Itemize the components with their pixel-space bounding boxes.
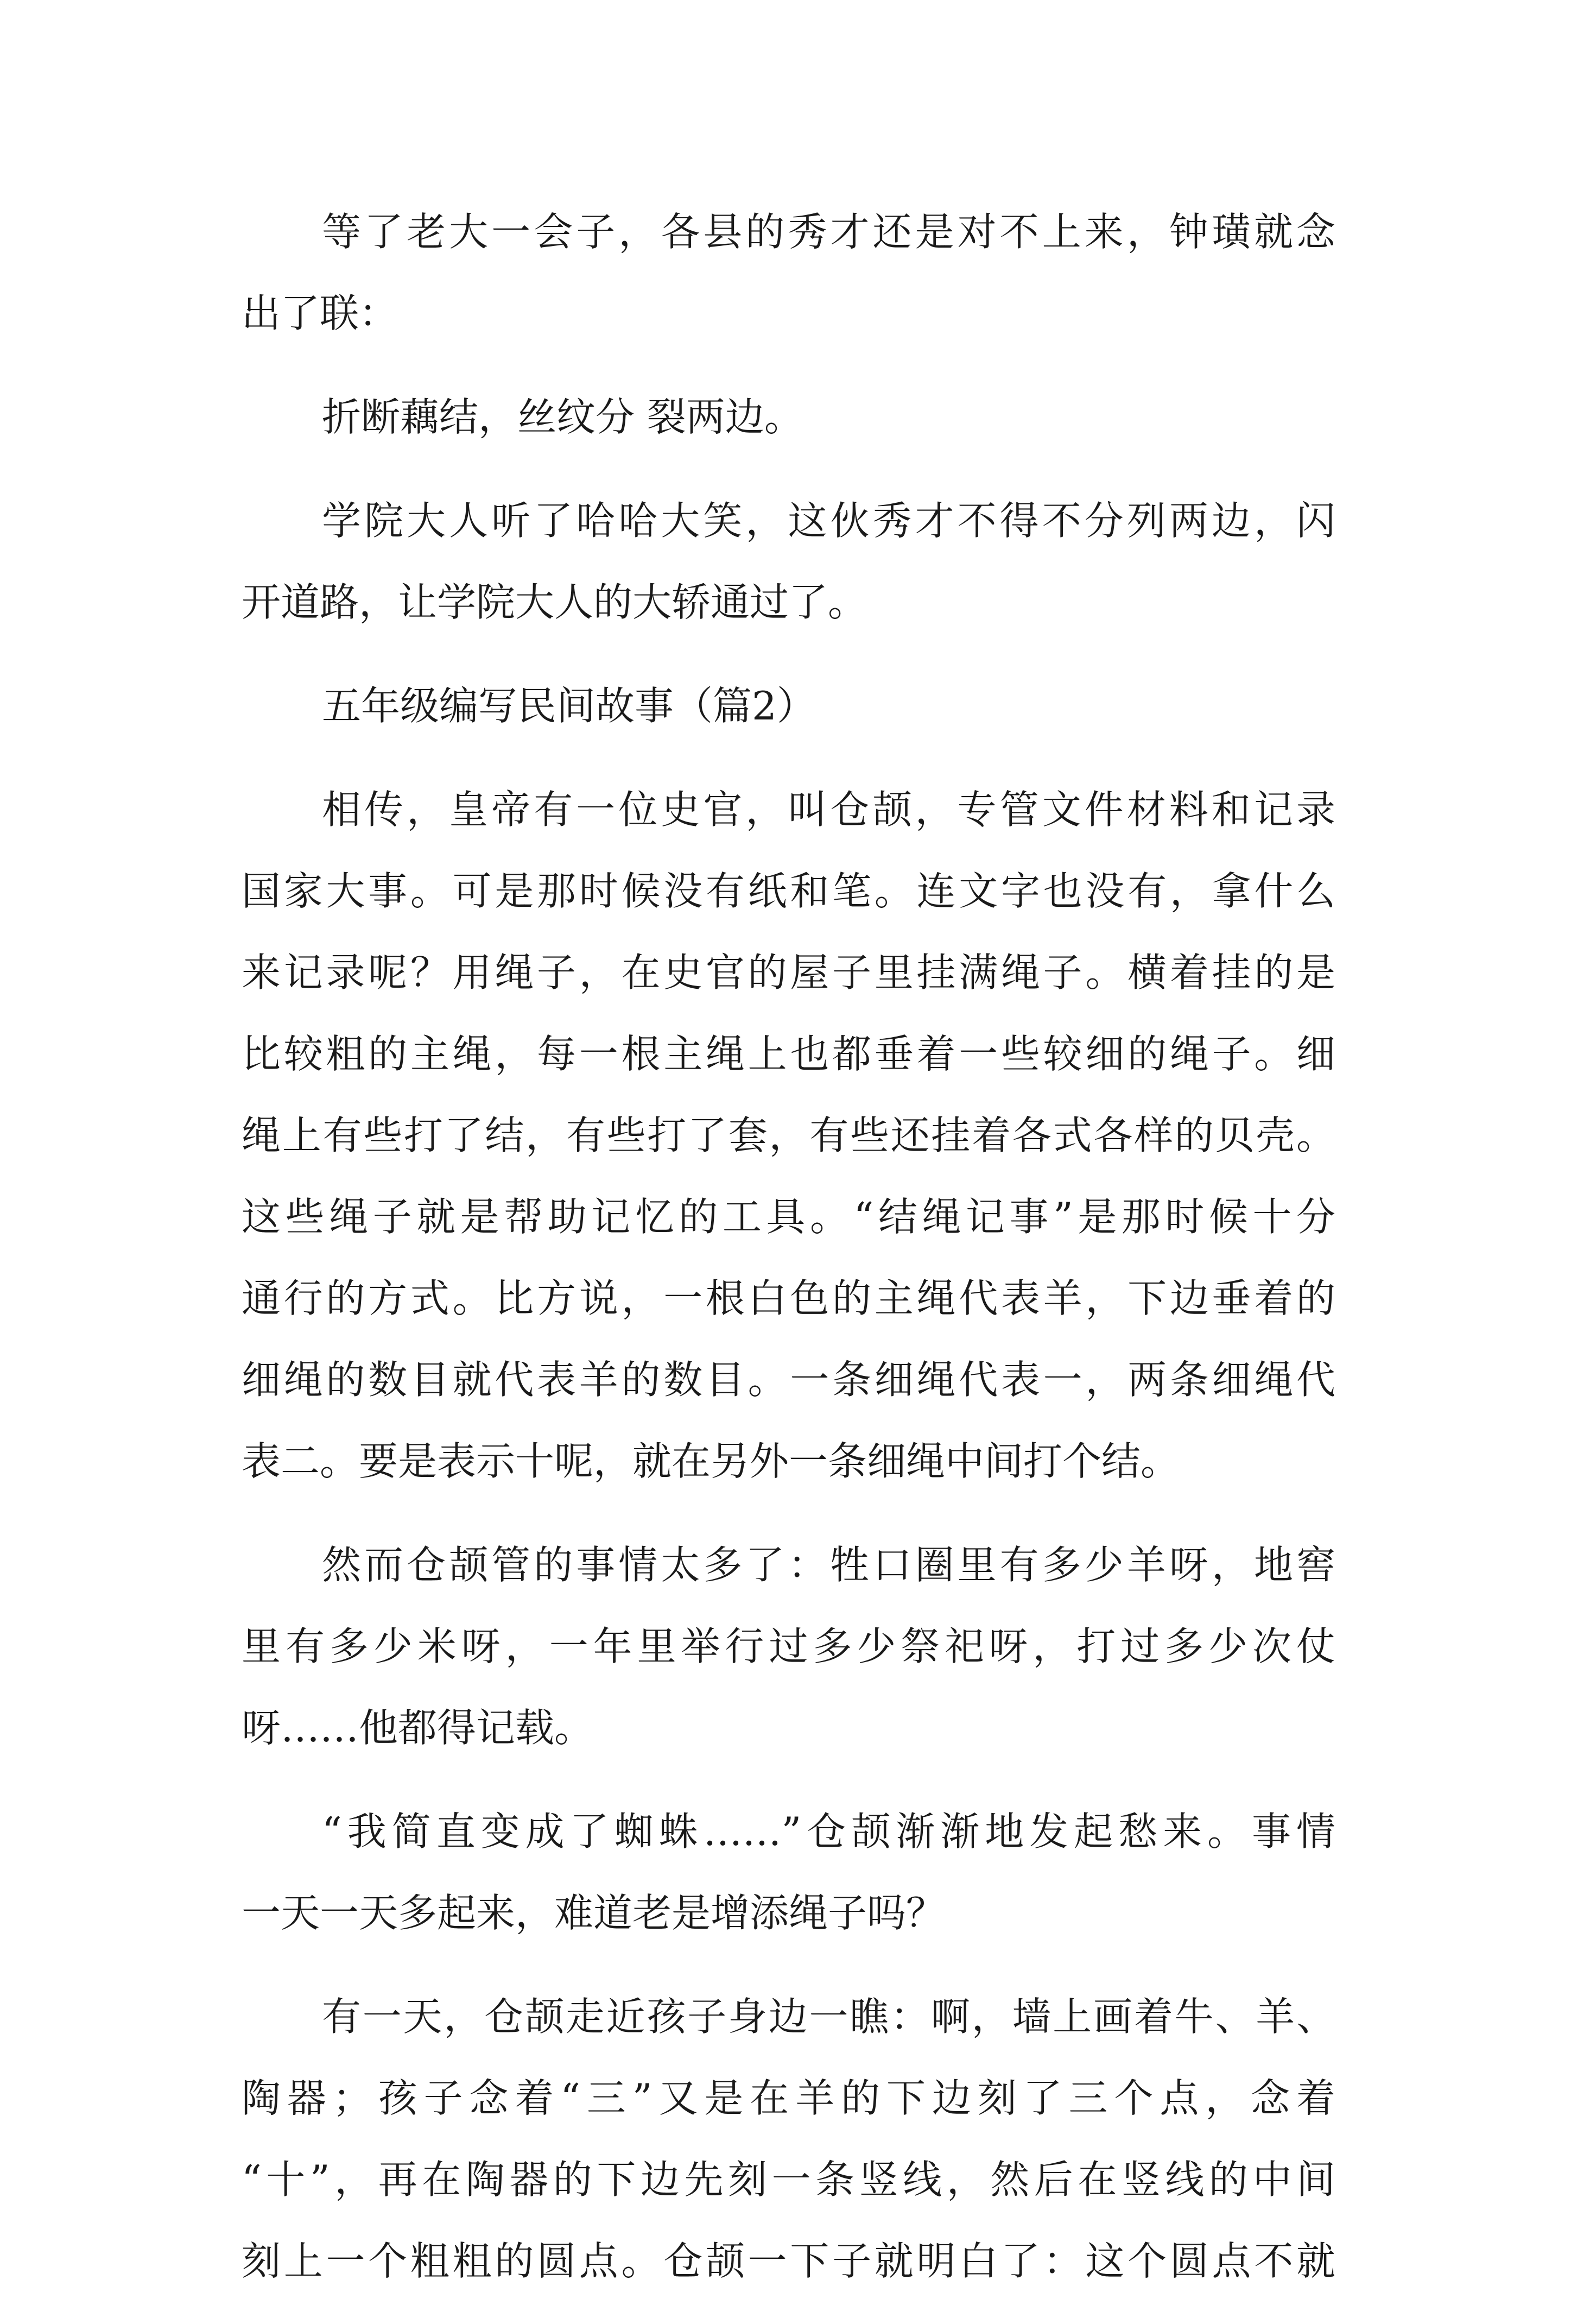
text-line: 呀……他都得记载。: [242, 1705, 594, 1751]
document-body: [242, 191, 1335, 2324]
text-line: 有一天，仓颉走近孩子身边一瞧：啊，墙上画着牛、羊、: [322, 1994, 1335, 2039]
text-line: “十”，再在陶器的下边先刻一条竖线，然后在竖线的中间: [242, 2157, 1335, 2202]
text-line: 陶器；孩子念着“三”又是在羊的下边刻了三个点，念着: [242, 2075, 1335, 2121]
text-line: 表二。要是表示十呢，就在另外一条细绳中间打个结。: [242, 1438, 1180, 1484]
text-line: 五年级编写民间故事（篇2）: [322, 683, 816, 729]
paragraph: [242, 191, 1335, 354]
text-line: 然而仓颉管的事情太多了：牲口圈里有多少羊呀，地窖: [322, 1542, 1335, 1588]
text-line: 等了老大一会子，各县的秀才还是对不上来，钟璜就念: [322, 209, 1335, 255]
text-line: 这些绳子就是帮助记忆的工具。“结绳记事”是那时候十分: [242, 1194, 1335, 1240]
paragraph: [242, 376, 1335, 458]
text-line: 细绳的数目就代表羊的数目。一条细绳代表一，两条细绳代: [242, 1357, 1335, 1403]
section-heading: [242, 665, 1335, 747]
text-line: 一天一天多起来，难道老是增添绳子吗？: [242, 1890, 946, 1936]
text-line: 相传，皇帝有一位史官，叫仓颉，专管文件材料和记录: [322, 787, 1335, 832]
text-line: 通行的方式。比方说，一根白色的主绳代表羊，下边垂着的: [242, 1275, 1335, 1321]
paragraph: [242, 1791, 1335, 1954]
text-line: 比较粗的主绳，每一根主绳上也都垂着一些较细的绳子。细: [242, 1031, 1335, 1077]
paragraph: [242, 769, 1335, 1502]
text-line: 里有多少米呀，一年里举行过多少祭祀呀，打过多少次仗: [242, 1624, 1335, 1669]
paragraph: [242, 480, 1335, 643]
paragraph: [242, 1524, 1335, 1769]
text-line: 国家大事。可是那时候没有纸和笔。连文字也没有，拿什么: [242, 868, 1335, 914]
text-line: 来记录呢？用绳子，在史官的屋子里挂满绳子。横着挂的是: [242, 950, 1335, 995]
text-line: “我简直变成了蜘蛛……”仓颉渐渐地发起愁来。事情: [322, 1809, 1335, 1854]
text-line: 刻上一个粗粗的圆点。仓颉一下子就明白了：这个圆点不就: [242, 2238, 1335, 2284]
text-line: 学院大人听了哈哈大笑，这伙秀才不得不分列两边，闪: [322, 498, 1335, 544]
text-line: 出了联：: [242, 290, 398, 336]
text-line: 开道路，让学院大人的大轿通过了。: [242, 579, 867, 625]
text-line: 绳上有些打了结，有些打了套，有些还挂着各式各样的贝壳。: [242, 1113, 1335, 1158]
text-line: 折断藕结，丝纹分 裂两边。: [322, 394, 803, 440]
paragraph: [242, 1976, 1335, 2302]
